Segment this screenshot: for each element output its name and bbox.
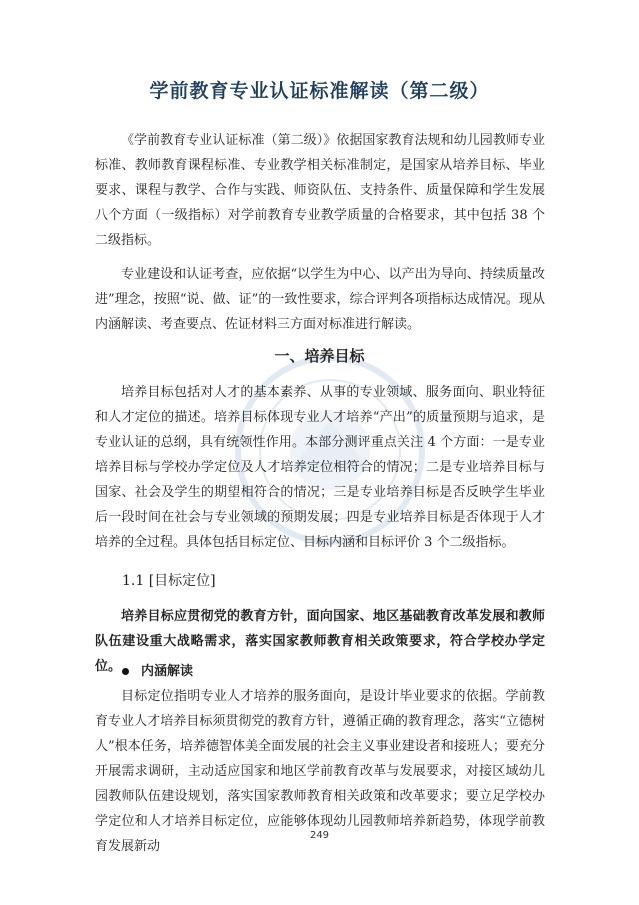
- section-body: 培养目标包括对人才的基本素养、从事的专业领域、服务面向、职业特征和人才定位的描述。培养目标体现专业人才培养“产出”的质量预期与追求，是专业认证的总纲，具有统领性作用。本部分测评重点关注 4 个方面：一是专业培养目标与学校办学定位及人才培养定位相符合的情况；二是专业培养目标与国家、社会及学生的期望相符合的情况；三是专业培养目标是否反映学生毕业后一段时间在社会与专业领域的预期发展；四是专业培养目标是否体现于人才培养的全过程。具体包括目标定位、目标内涵和目标评价 3 个二级指标。: [95, 385, 545, 550]
- bullet-heading: [122, 660, 193, 679]
- standard-statement: 培养目标应贯彻党的教育方针，面向国家、地区基础教育改革发展和教师队伍建设重大战略需求，落实国家教师教育相关政策要求，符合学校办学定位。: [95, 609, 545, 674]
- intro-paragraph-2: 专业建设和认证考查，应依据“以学生为中心、以产出为导向、持续质量改进”理念，按照“说、做、证”的一致性要求，综合评判各项指标达成情况。现从内涵解读、考查要点、佐证材料三方面对标准进行解读。: [95, 267, 545, 332]
- subsection-heading: 1.1 [目标定位]: [122, 573, 216, 589]
- section-heading: 一、培养目标: [274, 347, 365, 365]
- interpretation-body: 目标定位指明专业人才培养的服务面向，是设计毕业要求的依据。学前教育专业人才培养目标须贯彻党的教育方针，遵循正确的教育理念，落实“立德树人”根本任务，培养德智体美全面发展的社会主义事业建设者和接班人；要充分开展需求调研，主动适应国家和地区学前教育改革与发展要求，对接区域幼儿园教师队伍建设规划，落实国家教师教育相关政策和改革要求；要立足学校办学定位和人才培养目标定位，应能够体现幼儿园教师培养新趋势，体现学前教育发展新动: [95, 689, 545, 854]
- intro-paragraph-1: 《学前教育专业认证标准（第二级）》依据国家教育法规和幼儿园教师专业标准、教师教育课程标准、专业教学相关标准制定，是国家从培养目标、毕业要求、课程与教学、合作与实践、师资队伍、支持条件、质量保障和学生发展八个方面（一级指标）对学前教育专业教学质量的合格要求，其中包括 38 个二级指标。: [95, 133, 545, 248]
- page-number: 249: [309, 830, 330, 841]
- bullet-dot-icon: [122, 668, 129, 675]
- page-title: 学前教育专业认证标准解读（第二级）: [149, 80, 490, 102]
- bullet-label: 内涵解读: [141, 664, 194, 679]
